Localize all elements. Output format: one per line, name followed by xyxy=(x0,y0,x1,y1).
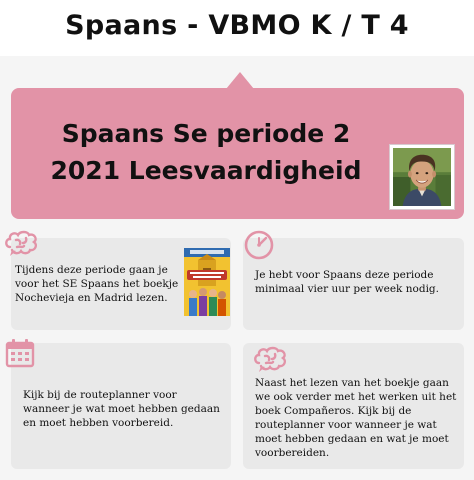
teacher-portrait-image xyxy=(393,148,451,206)
top-bar xyxy=(0,0,474,56)
card-text: Naast het lezen van het boekje gaan we ook verder met het werken uit het boek Compañeros. Kijk bij de routeplanner voor wanneer je wat moet hebben gedaan en wat je moet voorbereiden. xyxy=(255,377,457,459)
info-card-routeplanner xyxy=(11,343,231,469)
brain-icon xyxy=(4,230,38,256)
avatar xyxy=(389,144,455,210)
calendar-icon xyxy=(4,337,36,369)
card-text: Tijdens deze periode gaan je voor het SE Spaans het boekje Nochevieja en Madrid lezen. xyxy=(15,264,179,304)
header-title-line-1: Spaans Se periode 2 xyxy=(61,119,351,148)
header-notch xyxy=(226,72,254,89)
card-text: Je hebt voor Spaans deze periode minimaal vier uur per week nodig. xyxy=(255,269,439,295)
clock-icon xyxy=(243,229,275,261)
info-card-study-hours xyxy=(243,238,464,330)
card-text: Kijk bij de routeplanner voor wanneer je wat moet hebben gedaan en moet hebben voorbereid. xyxy=(23,389,220,429)
header-title-line-2: 2021 Leesvaardigheid xyxy=(50,156,362,185)
page-title: Spaans - VBMO K / T 4 xyxy=(65,10,409,41)
header-title xyxy=(31,115,381,189)
brain-icon xyxy=(253,346,287,372)
book-cover-image xyxy=(184,248,230,316)
header-card xyxy=(11,88,464,219)
